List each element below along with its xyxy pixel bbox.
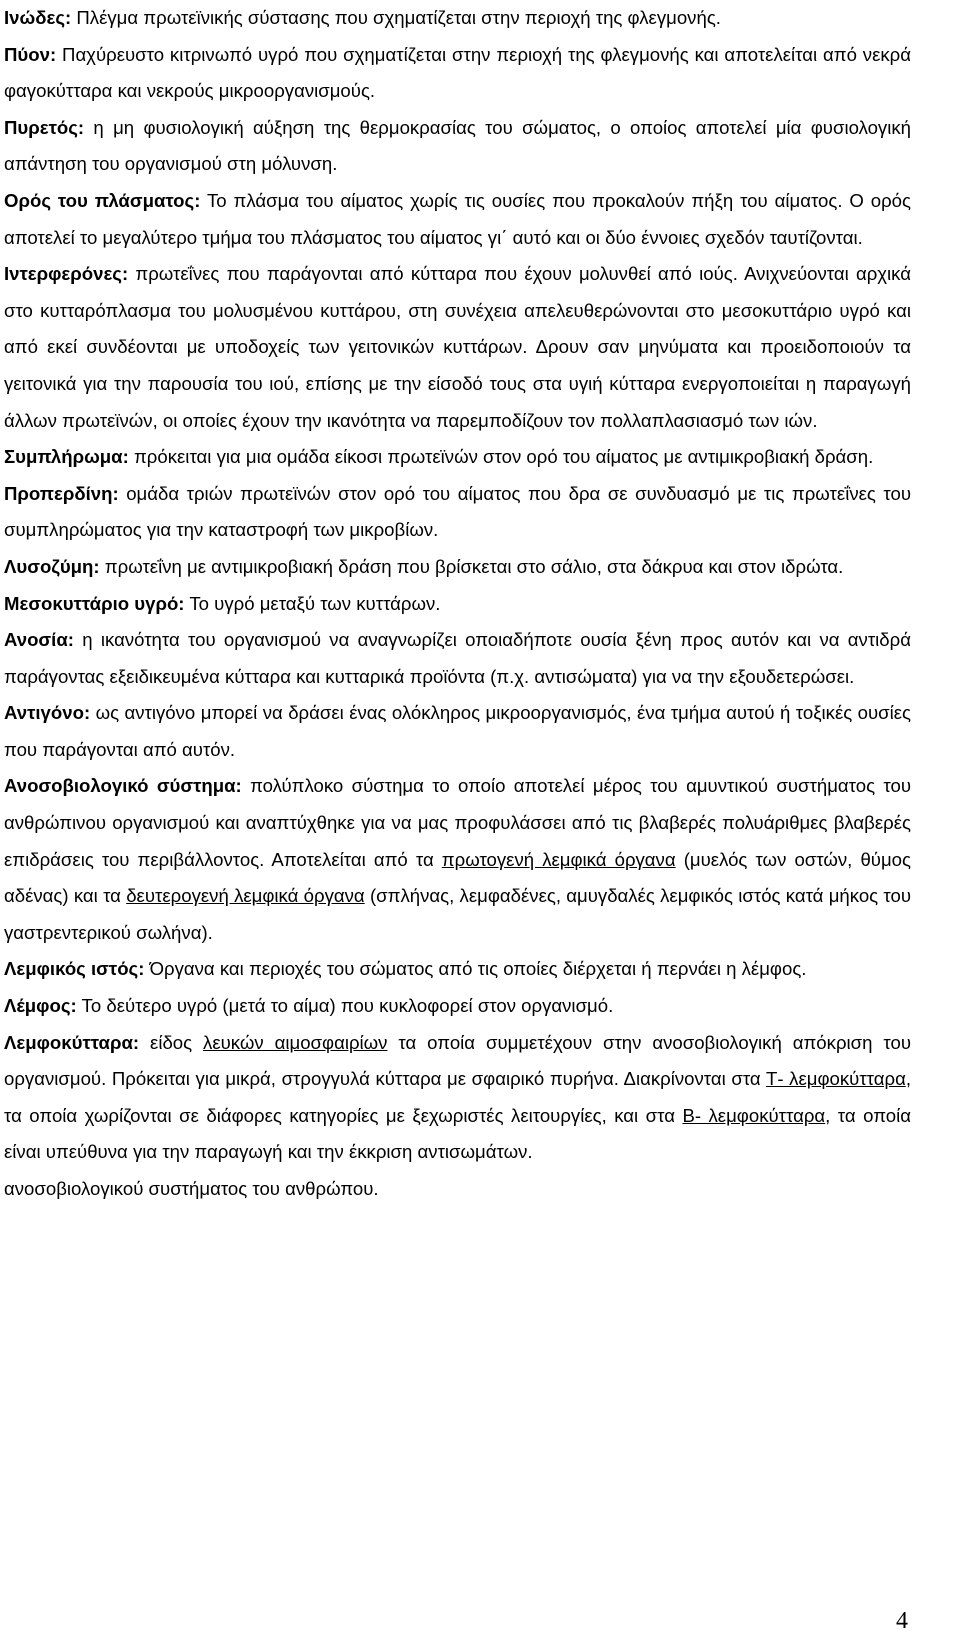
glossary-term: Λεμφικός ιστός: bbox=[4, 958, 145, 980]
glossary-entry-interferons bbox=[4, 256, 911, 439]
glossary-entry-immunity bbox=[4, 622, 911, 695]
glossary-definition: τα οποία συμμετέχουν στην ανοσοβιολογική απόκριση του οργανισμού. Πρόκειται για μικρά, στρογγυλά κύτταρα με σφαιρικό πυρήνα. Διακρίνονται στα bbox=[4, 1031, 911, 1090]
glossary-term: Ιντερφερόνες: bbox=[4, 263, 129, 285]
glossary-term: Λεμφοκύτταρα: bbox=[4, 1031, 140, 1053]
glossary-definition: πρόκειται για μια ομάδα είκοσι πρωτεϊνών στον ορό του αίματος με αντιμικροβιακή δράση. bbox=[128, 446, 874, 468]
glossary-term: Πυρετός: bbox=[4, 116, 85, 138]
glossary-term: Λυσοζύμη: bbox=[4, 555, 100, 577]
glossary-entry-immune-system bbox=[4, 768, 911, 951]
glossary-entry-properdin bbox=[4, 476, 911, 549]
glossary-entry-lymphocytes bbox=[4, 1025, 911, 1171]
glossary-definition: η ικανότητα του οργανισμού να αναγνωρίζει οποιαδήποτε ουσία ξένη προς αυτόν και να αντιδρά παράγοντας εξειδικευμένα κύτταρα και κυτταρικά προϊόντα (π.χ. αντισώματα) για να την εξουδετερώσει. bbox=[4, 629, 911, 687]
glossary-definition: πολύπλοκο σύστημα το οποίο αποτελεί μέρος του αμυντικού συστήματος του ανθρώπινου οργανισμού και αναπτύχθηκε για να μας προφυλάσσει από τις βλαβερές πολυάριθμες βλαβερές επιδράσεις του περιβάλλοντος. Αποτελείται από τα bbox=[4, 775, 911, 870]
glossary-term: Ανοσία: bbox=[4, 629, 74, 651]
document-page bbox=[4, 0, 911, 1208]
glossary-entry-pus bbox=[4, 37, 911, 110]
glossary-definition: Πλέγμα πρωτεϊνικής σύστασης που σχηματίζεται στην περιοχή της φλεγμονής. bbox=[71, 7, 721, 28]
glossary-term: Ανοσοβιολογικό σύστημα: bbox=[4, 775, 242, 797]
glossary-term: Ινώδες: bbox=[4, 7, 72, 28]
glossary-entry-lysozyme bbox=[4, 549, 911, 586]
b-lymphocytes-link[interactable]: Β- λεμφοκύτταρα bbox=[682, 1104, 826, 1126]
glossary-definition: Το υγρό μεταξύ των κυττάρων. bbox=[184, 592, 441, 614]
glossary-definition: ως αντιγόνο μπορεί να δράσει ένας ολόκληρος μικροοργανισμός, ένα τμήμα αυτού ή τοξικές ουσίες που παράγονται από αυτόν. bbox=[4, 702, 911, 760]
glossary-definition: πρωτεΐνες που παράγονται από κύτταρα που έχουν μολυνθεί από ιούς. Ανιχνεύονται αρχικά στο κυτταρόπλασμα του μολυσμένου κυττάρου, στη συνέχεια απελευθερώνονται στο μεσοκυττάριο υγρό και από εκεί συνδέονται με υποδοχείς των γειτονικών κυττάρων. Δρουν σαν μηνύματα και προειδοποιούν τα γειτονικά για την παρουσία του ιού, επίσης με την είσοδό τους στα υγιή κύτταρα ενεργοποιείται η παραγωγή άλλων πρωτεϊνών, οι οποίες έχουν την ικανότητα να παρεμποδίζουν τον πολλαπλασιασμό των ιών. bbox=[4, 263, 911, 431]
glossary-entry-lymphoid-tissue bbox=[4, 951, 911, 988]
glossary-definition: είδος bbox=[139, 1031, 204, 1053]
glossary-definition: Όργανα και περιοχές του σώματος από τις οποίες διέρχεται ή περνάει η λέμφος. bbox=[144, 958, 807, 980]
glossary-definition: η μη φυσιολογική αύξηση της θερμοκρασίας του σώματος, ο οποίος αποτελεί μία φυσιολογική απάντηση του οργανισμού στη μόλυνση. bbox=[4, 116, 911, 175]
t-lymphocytes-link[interactable]: Τ- λεμφοκύτταρα bbox=[765, 1068, 906, 1090]
glossary-entry-fever bbox=[4, 110, 911, 183]
primary-lymphoid-organs-link[interactable]: πρωτογενή λεμφικά όργανα bbox=[441, 848, 676, 870]
page-number: 4 bbox=[896, 1608, 908, 1634]
glossary-definition: Παχύρευστο κιτρινωπό υγρό που σχηματίζεται στην περιοχή της φλεγμονής και αποτελείται από νεκρά φαγοκύτταρα και νεκρούς μικροοργανισμούς. bbox=[4, 43, 911, 102]
glossary-definition: , τα οποία είναι υπεύθυνα για την παραγωγή και την έκκριση αντισωμάτων. bbox=[4, 1104, 911, 1163]
glossary-term: Ορός του πλάσματος: bbox=[4, 189, 201, 211]
glossary-entry-antigen bbox=[4, 695, 911, 768]
glossary-term: Αντιγόνο: bbox=[4, 702, 91, 724]
glossary-entry-complement bbox=[4, 439, 911, 476]
white-blood-cells-link[interactable]: λευκών αιμοσφαιρίων bbox=[203, 1031, 388, 1053]
secondary-lymphoid-organs-link[interactable]: δευτερογενή λεμφικά όργανα bbox=[126, 885, 365, 907]
glossary-definition: Το πλάσμα του αίματος χωρίς τις ουσίες που προκαλούν πήξη του αίματος. Ο ορός αποτελεί το μεγαλύτερο τμήμα του πλάσματος του αίματος γι΄ αυτό και οι δύο έννοιες σχεδόν ταυτίζονται. bbox=[4, 189, 911, 248]
glossary-entry-interstitial-fluid bbox=[4, 586, 911, 623]
glossary-term: Λέμφος: bbox=[4, 995, 77, 1017]
trailing-text-line: ανοσοβιολογικού συστήματος του ανθρώπου. bbox=[4, 1178, 379, 1199]
glossary-term: Μεσοκυττάριο υγρό: bbox=[4, 592, 185, 614]
glossary-term: Συμπλήρωμα: bbox=[4, 446, 129, 468]
glossary-entry-serum bbox=[4, 183, 911, 256]
glossary-definition: ομάδα τριών πρωτεϊνών στον ορό του αίματος που δρα σε συνδυασμό με τις πρωτεΐνες του συμπληρώματος για την καταστροφή των μικροβίων. bbox=[4, 482, 911, 541]
glossary-term: Πύον: bbox=[4, 43, 57, 65]
glossary-entry-lymph bbox=[4, 988, 911, 1025]
glossary-definition: (σπλήνας, λεμφαδένες, αμυγδαλές λεμφικός ιστός κατά μήκος του γαστρεντερικού σωλήνα). bbox=[4, 885, 912, 943]
glossary-entry-fibrin bbox=[4, 0, 911, 37]
glossary-definition: πρωτεΐνη με αντιμικροβιακή δράση που βρίσκεται στο σάλιο, στα δάκρυα και στον ιδρώτα. bbox=[99, 555, 844, 577]
glossary-definition: , τα οποία χωρίζονται σε διάφορες κατηγορίες με ξεχωριστές λειτουργίες, και στα bbox=[4, 1068, 911, 1126]
glossary-definition: Το δεύτερο υγρό (μετά το αίμα) που κυκλοφορεί στον οργανισμό. bbox=[76, 995, 614, 1017]
glossary-definition: (μυελός των οστών, θύμος αδένας) και τα bbox=[4, 848, 911, 907]
glossary-term: Προπερδίνη: bbox=[4, 482, 119, 504]
